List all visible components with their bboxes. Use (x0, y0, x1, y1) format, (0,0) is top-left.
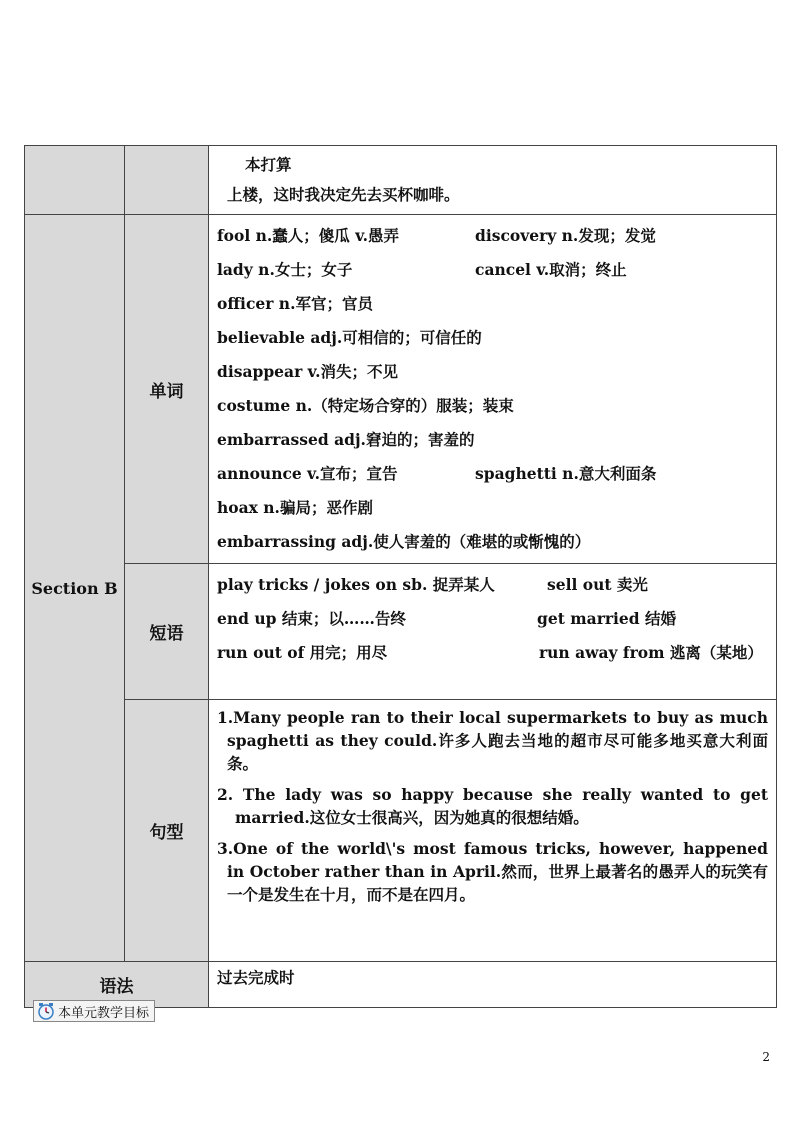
vocab-item: embarrassing adj.使人害羞的（难堪的或惭愧的） (217, 532, 591, 551)
continued-row (25, 146, 777, 215)
sentence-item: 1.Many people ran to their local supermarkets to buy as much spaghetti as they could.许多人跑去当地的超市尽可能多地买意大利面条。 (217, 708, 768, 773)
vocab-item: officer n.军官；官员 (217, 294, 373, 313)
continued-section-cell (25, 146, 125, 215)
vocab-label: 单词 (125, 215, 209, 564)
phrase-item: play tricks / jokes on sb. 捉弄某人 sell out 卖光 (217, 575, 648, 594)
phrases-content (209, 564, 777, 700)
vocab-content (209, 215, 777, 564)
vocab-item: costume n.（特定场合穿的）服装；装束 (217, 396, 514, 415)
sentence-item: 3.One of the world\'s most famous tricks, however, happened in October rather than in April.然而，世界上最著名的愚弄人的玩笑有一个是发生在十月，而不是在四月。 (217, 839, 768, 904)
phrases-row (25, 564, 777, 700)
phrase-item: run out of 用完；用尽 run away from 逃离（某地） (217, 643, 763, 662)
teaching-goals-badge[interactable] (33, 1000, 155, 1022)
lesson-table (24, 145, 777, 1008)
teaching-goals-label: 本单元教学目标 (58, 1005, 150, 1021)
clock-icon (36, 1002, 56, 1020)
sentences-content (209, 700, 777, 962)
grammar-text: 过去完成时 (217, 968, 295, 987)
continued-content (209, 146, 777, 215)
vocab-item: hoax n.骗局；恶作剧 (217, 498, 373, 517)
continued-line-2: 上楼，这时我决定先去买杯咖啡。 (227, 185, 460, 204)
vocab-item: fool n.蠢人；傻瓜 v.愚弄 discovery n.发现；发觉 (217, 226, 656, 245)
vocab-item: disappear v.消失；不见 (217, 362, 398, 381)
sentences-label: 句型 (125, 700, 209, 962)
continued-line-1: 本打算 (245, 155, 292, 174)
phrases-label: 短语 (125, 564, 209, 700)
vocab-item: lady n.女士；女子 cancel v.取消；终止 (217, 260, 627, 279)
sentences-row (25, 700, 777, 962)
section-label: Section B (25, 215, 125, 962)
grammar-content (209, 962, 777, 1008)
vocab-row (25, 215, 777, 564)
continued-label-cell (125, 146, 209, 215)
vocab-item: embarrassed adj.窘迫的；害羞的 (217, 430, 475, 449)
sentence-item: 2. The lady was so happy because she really wanted to get married.这位女士很高兴，因为她真的很想结婚。 (217, 785, 768, 827)
phrase-item: end up 结束；以……告终 get married 结婚 (217, 609, 677, 628)
grammar-label: 语法 (25, 962, 209, 1008)
vocab-item: believable adj.可相信的；可信任的 (217, 328, 482, 347)
page-number: 2 (762, 1050, 770, 1064)
vocab-item: announce v.宣布；宣告 spaghetti n.意大利面条 (217, 464, 657, 483)
